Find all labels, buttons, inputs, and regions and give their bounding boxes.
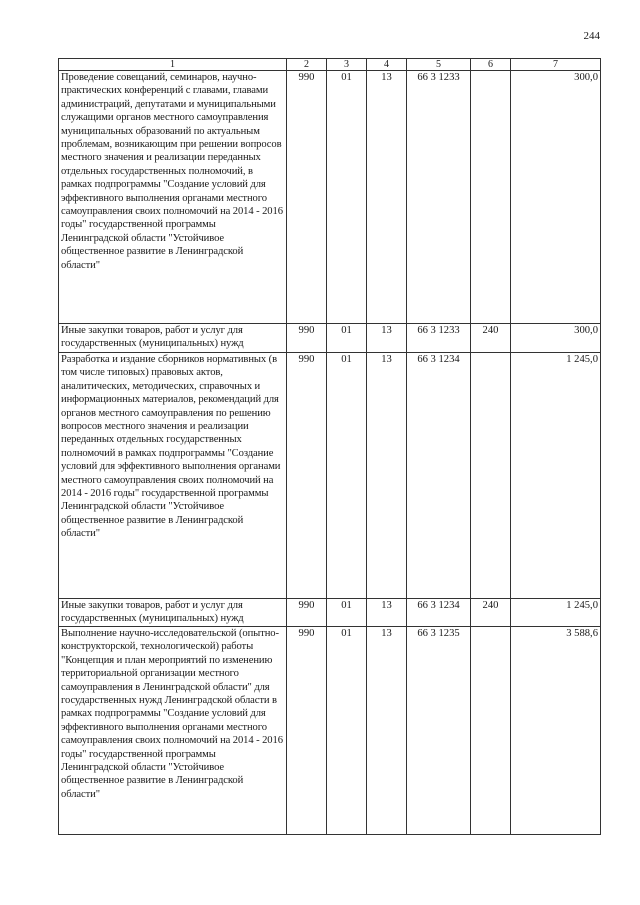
row-grbs: 990	[287, 324, 327, 353]
row-pr: 13	[367, 353, 407, 599]
row-vr: 240	[471, 599, 511, 627]
column-number-3: 3	[327, 59, 367, 71]
row-grbs: 990	[287, 71, 327, 324]
row-grbs: 990	[287, 599, 327, 627]
column-number-6: 6	[471, 59, 511, 71]
row-name: Иные закупки товаров, работ и услуг для государственных (муниципальных) нужд	[59, 599, 287, 627]
table-row	[59, 599, 601, 627]
row-vr	[471, 71, 511, 324]
row-rz: 01	[327, 627, 367, 835]
row-sum: 1 245,0	[511, 599, 601, 627]
table-row	[59, 71, 601, 324]
row-name: Выполнение научно-исследовательской (опытно-конструкторской, технологической) работы "Концепция и план мероприятий по изменению территориальной организации местного самоуправления в Ленинградской области" для государственных нужд Ленинградской области в рамках подпрограммы "Создание условий для эффективного выполнения органами местного самоуправления своих полномочий на 2014 - 2016 годы" государственной программы Ленинградской области "Устойчивое общественное развитие в Ленинградской области"	[59, 627, 287, 835]
row-pr: 13	[367, 71, 407, 324]
row-vr	[471, 627, 511, 835]
row-vr: 240	[471, 324, 511, 353]
row-csr: 66 3 1235	[407, 627, 471, 835]
row-vr	[471, 353, 511, 599]
column-number-4: 4	[367, 59, 407, 71]
row-rz: 01	[327, 324, 367, 353]
column-number-header-row	[59, 59, 601, 71]
budget-table	[58, 58, 601, 835]
column-number-1: 1	[59, 59, 287, 71]
column-number-2: 2	[287, 59, 327, 71]
row-sum: 300,0	[511, 71, 601, 324]
row-rz: 01	[327, 599, 367, 627]
row-pr: 13	[367, 599, 407, 627]
row-grbs: 990	[287, 353, 327, 599]
row-sum: 3 588,6	[511, 627, 601, 835]
row-csr: 66 3 1234	[407, 599, 471, 627]
row-name: Разработка и издание сборников нормативных (в том числе типовых) правовых актов, аналитических, методических, справочных и информационных материалов, рекомендаций для органов местного самоуправления по решению вопросов местного значения и реализации переданных отдельных государственных полномочий в рамках подпрограммы "Создание условий для эффективного выполнения органами местного самоуправления своих полномочий на 2014 - 2016 годы" государственной программы Ленинградской области "Устойчивое общественное развитие в Ленинградской области"	[59, 353, 287, 599]
column-number-5: 5	[407, 59, 471, 71]
page-number: 244	[583, 30, 600, 42]
row-rz: 01	[327, 71, 367, 324]
row-pr: 13	[367, 324, 407, 353]
row-name: Иные закупки товаров, работ и услуг для государственных (муниципальных) нужд	[59, 324, 287, 353]
row-csr: 66 3 1233	[407, 71, 471, 324]
table-row	[59, 324, 601, 353]
table-row	[59, 627, 601, 835]
table-row	[59, 353, 601, 599]
row-sum: 300,0	[511, 324, 601, 353]
row-name: Проведение совещаний, семинаров, научно-практических конференций с главами, главами администраций, депутатами и муниципальными служащими органов местного самоуправления муниципальных образований по актуальным проблемам, возникающим при решении вопросов местного значения и реализации переданных отдельных государственных полномочий, в рамках подпрограммы "Создание условий для эффективного выполнения органами местного самоуправления своих полномочий на 2014 - 2016 годы" государственной программы Ленинградской области "Устойчивое общественное развитие в Ленинградской области"	[59, 71, 287, 324]
row-pr: 13	[367, 627, 407, 835]
row-csr: 66 3 1233	[407, 324, 471, 353]
row-grbs: 990	[287, 627, 327, 835]
row-sum: 1 245,0	[511, 353, 601, 599]
column-number-7: 7	[511, 59, 601, 71]
row-csr: 66 3 1234	[407, 353, 471, 599]
row-rz: 01	[327, 353, 367, 599]
